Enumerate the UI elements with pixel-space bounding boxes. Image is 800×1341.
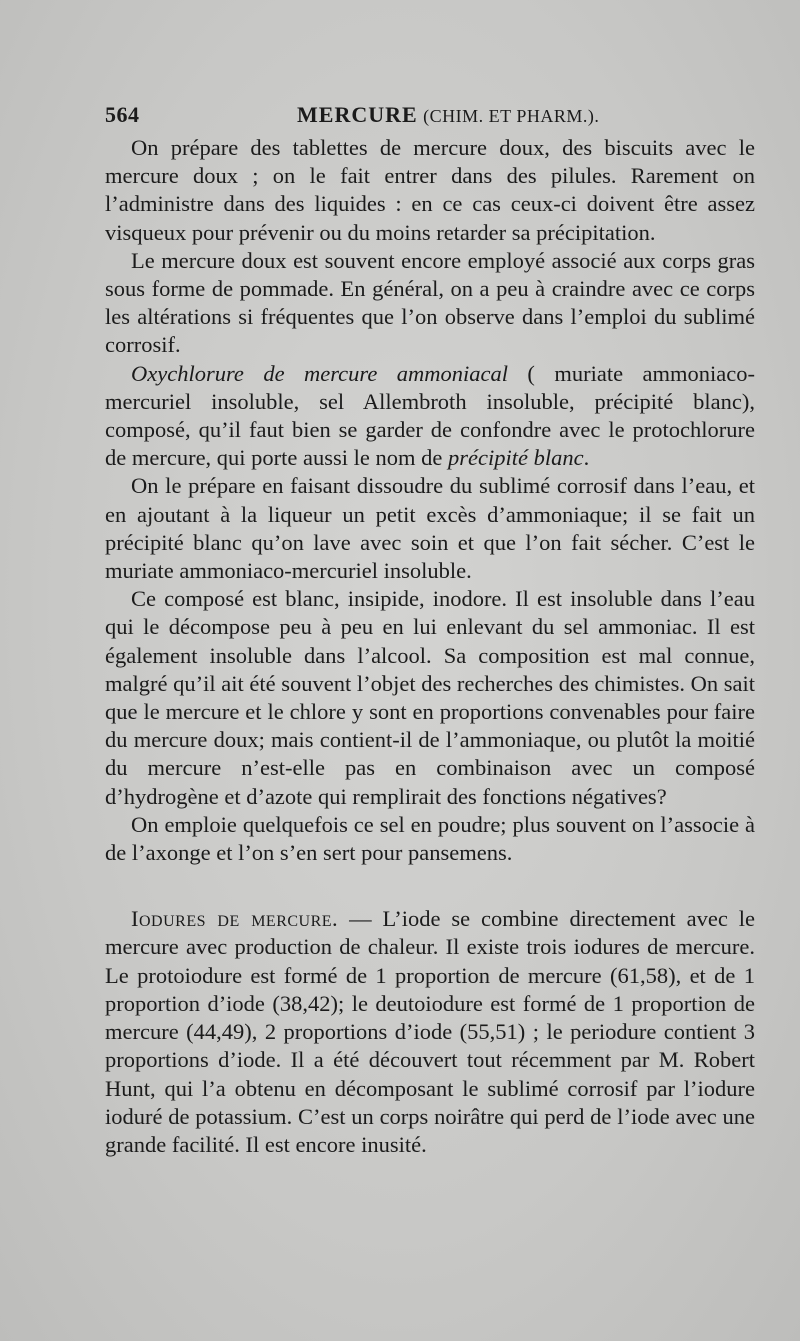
paragraph-6: On emploie quelquefois ce sel en poudre; plus souvent on l’associe à de l’axonge et l’on s’en sert pour pansemens. xyxy=(105,811,755,866)
running-title xyxy=(297,102,599,128)
paragraph-2: Le mercure doux est souvent encore employé associé aux corps gras sous forme de pommade. En général, on a peu à craindre avec ce corps les altérations si fréquentes que l’on observe dans l’emploi du sublimé corrosif. xyxy=(105,247,755,358)
paragraph-5: Ce composé est blanc, insipide, inodore. Il est insoluble dans l’eau qui le décompose peu à peu en lui enlevant du sel ammoniac. Il est également insoluble dans l’alcool. Sa composition est mal connue, malgré qu’il ait été souvent l’objet des recherches des chimistes. On sait que le mercure et le chlore y sont en proportions convenables pour faire du mercure doux; mais contient-il de l’ammoniaque, ou plutôt la moitié du mercure n’est-elle pas en combinaison avec un composé d’hydrogène et d’azote qui remplirait des fonctions négatives? xyxy=(105,586,755,809)
term-precipite-blanc: précipité blanc xyxy=(448,445,584,471)
paragraph-iodures-text: — L’iode se combine directement avec le mercure avec production de chaleur. Il existe trois iodures de mercure. Le protoiodure est formé de 1 proportion de mercure (61,58), et de 1 proportion d’iode (38,42); le deutoiodure est formé de 1 proportion de mercure (44,49), 2 proportions d’iode (55,51) ; le periodure contient 3 proportions d’iode. Il a été découvert tout récemment par M. Robert Hunt, qui l’a obtenu en décomposant le sublimé corrosif par l’iodure ioduré de potassium. C’est un corps noirâtre qui perd de l’iode avec une grande facilité. Il est encore inusité. xyxy=(105,906,755,1157)
term-oxychlorure: Oxychlorure de mercure ammoniacal xyxy=(131,360,508,386)
page-number: 564 xyxy=(105,102,140,127)
running-title-main: MERCURE xyxy=(297,102,418,127)
paragraph-4: On le prépare en faisant dissoudre du sublimé corrosif dans l’eau, et en ajoutant à la liqueur un petit excès d’ammoniaque; il se fait un précipité blanc qu’on lave avec soin et que l’on fait sécher. C’est le muriate ammoniaco-mercuriel insoluble. xyxy=(105,473,755,584)
paragraph-3 xyxy=(105,360,755,473)
paragraph-1: On prépare des tablettes de mercure doux, des biscuits avec le mercure doux ; on le fait entrer dans des pilules. Rarement on l’administre dans des liquides : en ce cas ceux-ci doivent être assez visqueux pour prévenir ou du moins retarder sa précipitation. xyxy=(105,135,755,245)
book-page xyxy=(105,100,755,1159)
paragraph-iodures xyxy=(105,905,755,1159)
body-text xyxy=(105,134,755,1159)
running-title-sub: (CHIM. ET PHARM.). xyxy=(423,106,600,126)
paragraph-3-end: . xyxy=(583,445,590,471)
paragraph-3-text: ( muriate ammoniaco-mercuriel insoluble, sel Allembroth insoluble, précipité blanc), composé, qu’il faut bien se garder de confondre avec le protochlorure de mercure, qui porte aussi le nom de xyxy=(105,360,755,471)
page-header xyxy=(105,100,755,134)
section-heading-iodures: Iodures de mercure. xyxy=(131,906,339,932)
